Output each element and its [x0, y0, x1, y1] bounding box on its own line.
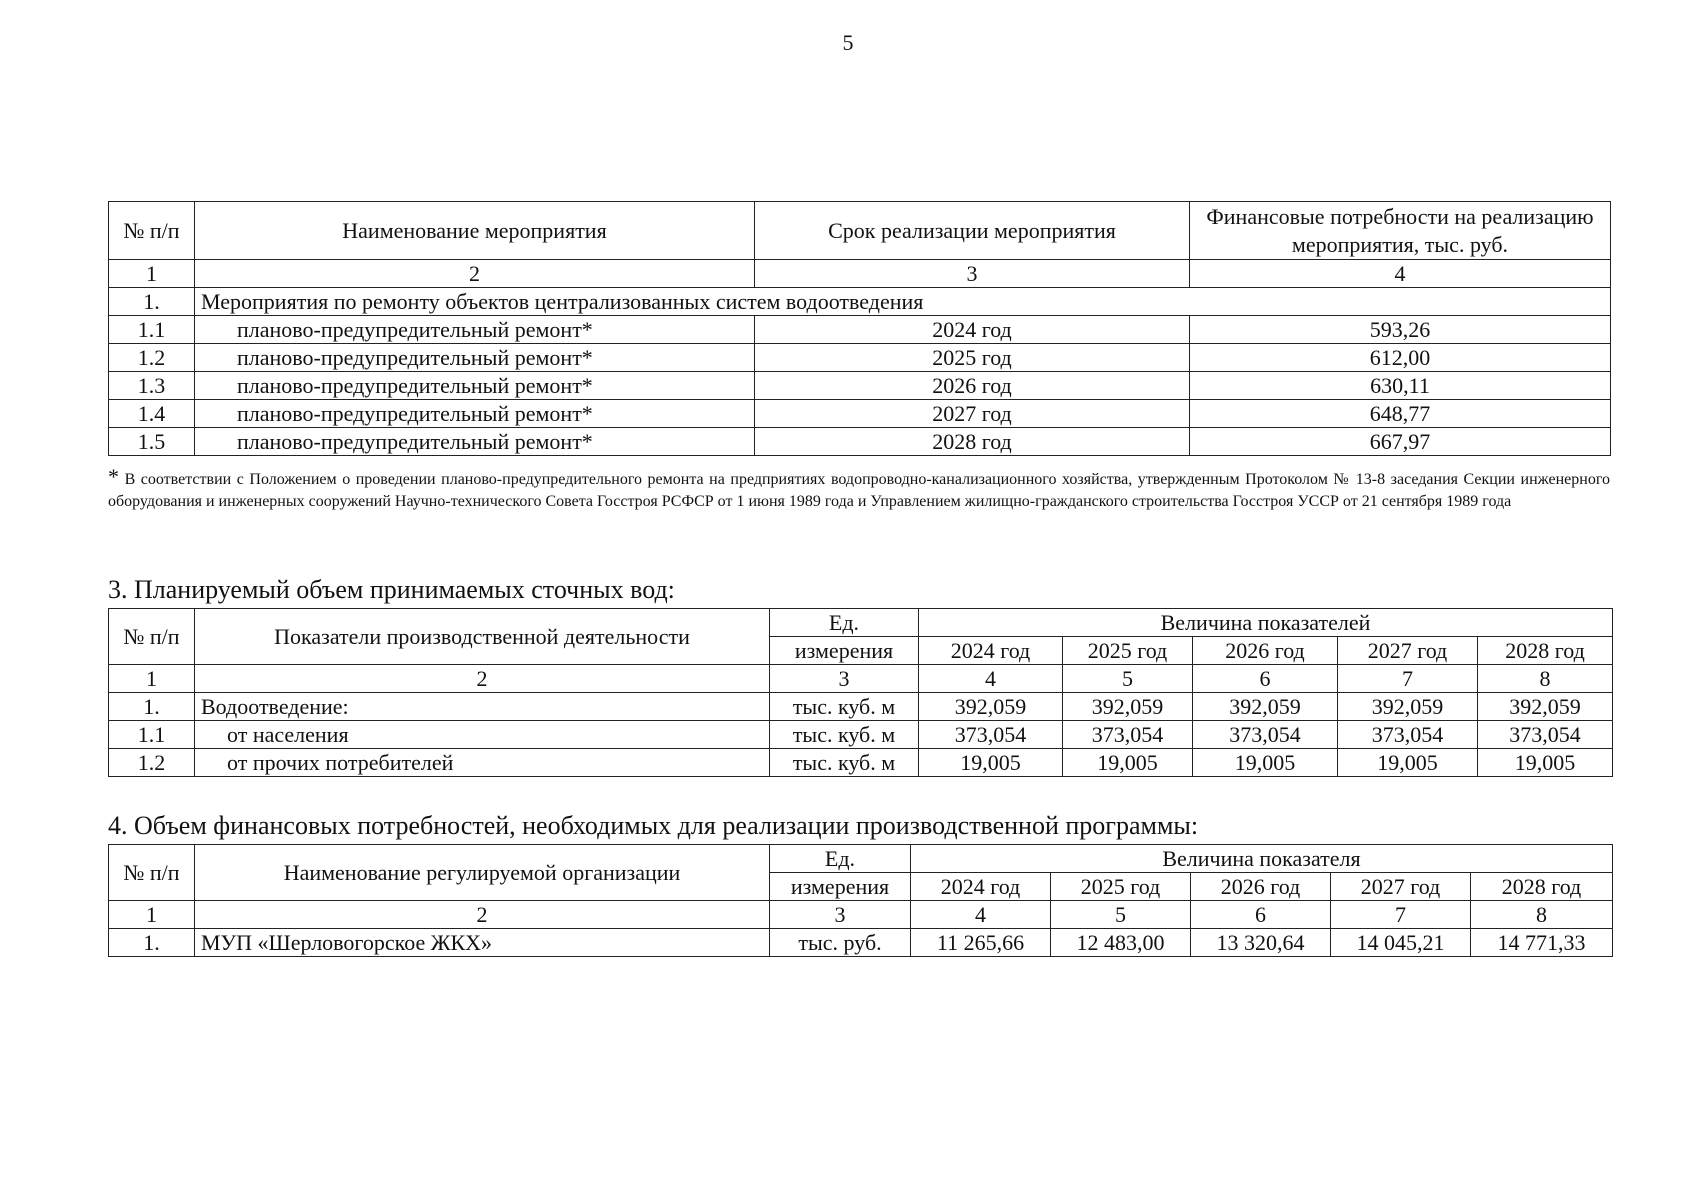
section-3-title: 3. Планируемый объем принимаемых сточных вод:	[108, 575, 675, 604]
row-num: 1.2	[109, 749, 195, 777]
table-row	[109, 400, 1611, 428]
header-year: 2027 год	[1338, 637, 1478, 665]
row-name: планово-предупредительный ремонт*	[195, 428, 755, 456]
row-unit: тыс. руб.	[770, 929, 911, 957]
header-value-group: Величина показателя	[911, 845, 1613, 873]
col-number: 6	[1193, 665, 1338, 693]
footnote	[108, 466, 1610, 513]
col-number: 5	[1063, 665, 1193, 693]
header-unit-line2: измерения	[770, 873, 911, 901]
row-num: 1.	[109, 693, 195, 721]
row-unit: тыс. куб. м	[770, 749, 919, 777]
col-number: 1	[109, 901, 195, 929]
repair-activities-table	[108, 201, 1611, 456]
header-year: 2025 год	[1051, 873, 1191, 901]
row-name: планово-предупредительный ремонт*	[195, 316, 755, 344]
col-number: 2	[195, 260, 755, 288]
header-activity-name: Наименование мероприятия	[195, 202, 755, 260]
row-value: 373,054	[1063, 721, 1193, 749]
row-num: 1.4	[109, 400, 195, 428]
header-year: 2024 год	[911, 873, 1051, 901]
col-number: 3	[770, 665, 919, 693]
col-number: 1	[109, 665, 195, 693]
section-4-title: 4. Объем финансовых потребностей, необходимых для реализации производственной программы:	[108, 811, 1199, 840]
row-value: 14 045,21	[1331, 929, 1471, 957]
row-name: Водоотведение:	[195, 693, 770, 721]
row-value: 11 265,66	[911, 929, 1051, 957]
col-number: 8	[1471, 901, 1613, 929]
row-name: от прочих потребителей	[195, 749, 770, 777]
row-term: 2027 год	[755, 400, 1190, 428]
header-year: 2027 год	[1331, 873, 1471, 901]
row-num: 1.	[109, 929, 195, 957]
header-unit-line2: измерения	[770, 637, 919, 665]
wastewater-volume-table	[108, 608, 1613, 777]
row-num: 1.5	[109, 428, 195, 456]
row-value: 14 771,33	[1471, 929, 1613, 957]
row-value: 392,059	[1478, 693, 1613, 721]
table-row	[109, 344, 1611, 372]
row-value: 12 483,00	[1051, 929, 1191, 957]
header-num: № п/п	[109, 845, 195, 901]
col-number: 2	[195, 665, 770, 693]
row-amount: 593,26	[1190, 316, 1611, 344]
row-unit: тыс. куб. м	[770, 693, 919, 721]
row-organization: МУП «Шерловогорское ЖКХ»	[195, 929, 770, 957]
row-num: 1.1	[109, 316, 195, 344]
header-year: 2024 год	[919, 637, 1063, 665]
row-value: 373,054	[919, 721, 1063, 749]
row-value: 392,059	[1063, 693, 1193, 721]
row-value: 392,059	[919, 693, 1063, 721]
row-num: 1.3	[109, 372, 195, 400]
footnote-star: *	[108, 464, 119, 489]
header-num: № п/п	[109, 609, 195, 665]
table-row	[109, 372, 1611, 400]
col-number: 4	[919, 665, 1063, 693]
row-term: 2028 год	[755, 428, 1190, 456]
col-number: 7	[1338, 665, 1478, 693]
section-row-num: 1.	[109, 288, 195, 316]
row-amount: 612,00	[1190, 344, 1611, 372]
header-indicator: Показатели производственной деятельности	[195, 609, 770, 665]
row-term: 2024 год	[755, 316, 1190, 344]
row-value: 392,059	[1193, 693, 1338, 721]
row-num: 1.1	[109, 721, 195, 749]
row-value: 19,005	[1063, 749, 1193, 777]
col-number: 6	[1191, 901, 1331, 929]
col-number: 8	[1478, 665, 1613, 693]
row-term: 2025 год	[755, 344, 1190, 372]
table-row	[109, 428, 1611, 456]
row-value: 373,054	[1478, 721, 1613, 749]
header-value-group: Величина показателей	[919, 609, 1613, 637]
row-amount: 648,77	[1190, 400, 1611, 428]
table-row	[109, 929, 1613, 957]
row-value: 373,054	[1338, 721, 1478, 749]
table-row	[109, 721, 1613, 749]
table-row	[109, 316, 1611, 344]
row-value: 392,059	[1338, 693, 1478, 721]
header-term: Срок реализации мероприятия	[755, 202, 1190, 260]
row-value: 19,005	[1338, 749, 1478, 777]
row-term: 2026 год	[755, 372, 1190, 400]
section-row-name: Мероприятия по ремонту объектов централизованных систем водоотведения	[195, 288, 1611, 316]
header-unit-line1: Ед.	[770, 609, 919, 637]
header-unit-line1: Ед.	[770, 845, 911, 873]
header-financial-needs: Финансовые потребности на реализацию мероприятия, тыс. руб.	[1190, 202, 1611, 260]
row-amount: 630,11	[1190, 372, 1611, 400]
col-number: 5	[1051, 901, 1191, 929]
row-value: 19,005	[1478, 749, 1613, 777]
col-number: 2	[195, 901, 770, 929]
header-year: 2028 год	[1471, 873, 1613, 901]
financial-needs-table	[108, 844, 1613, 957]
row-name: от населения	[195, 721, 770, 749]
table-row	[109, 693, 1613, 721]
header-year: 2028 год	[1478, 637, 1613, 665]
table-row	[109, 749, 1613, 777]
row-value: 13 320,64	[1191, 929, 1331, 957]
header-year: 2026 год	[1191, 873, 1331, 901]
col-number: 3	[755, 260, 1190, 288]
col-number: 1	[109, 260, 195, 288]
header-year: 2026 год	[1193, 637, 1338, 665]
row-name: планово-предупредительный ремонт*	[195, 344, 755, 372]
row-num: 1.2	[109, 344, 195, 372]
row-value: 373,054	[1193, 721, 1338, 749]
col-number: 3	[770, 901, 911, 929]
col-number: 4	[911, 901, 1051, 929]
row-value: 19,005	[1193, 749, 1338, 777]
footnote-text: В соответствии с Положением о проведении планово-предупредительного ремонта на предприятиях водопроводно-канализационного хозяйства, утвержденным Протоколом № 13-8 заседания Секции инженерного оборудования и инженерных сооружений Научно-технического Совета Госстроя РСФСР от 1 июня 1989 года и Управлением жилищно-гражданского строительства Госстроя УССР от 21 сентября 1989 года	[108, 471, 1610, 510]
header-year: 2025 год	[1063, 637, 1193, 665]
row-name: планово-предупредительный ремонт*	[195, 372, 755, 400]
row-unit: тыс. куб. м	[770, 721, 919, 749]
row-value: 19,005	[919, 749, 1063, 777]
page-number: 5	[842, 30, 854, 55]
col-number: 4	[1190, 260, 1611, 288]
row-name: планово-предупредительный ремонт*	[195, 400, 755, 428]
header-num: № п/п	[109, 202, 195, 260]
header-organization: Наименование регулируемой организации	[195, 845, 770, 901]
row-amount: 667,97	[1190, 428, 1611, 456]
col-number: 7	[1331, 901, 1471, 929]
